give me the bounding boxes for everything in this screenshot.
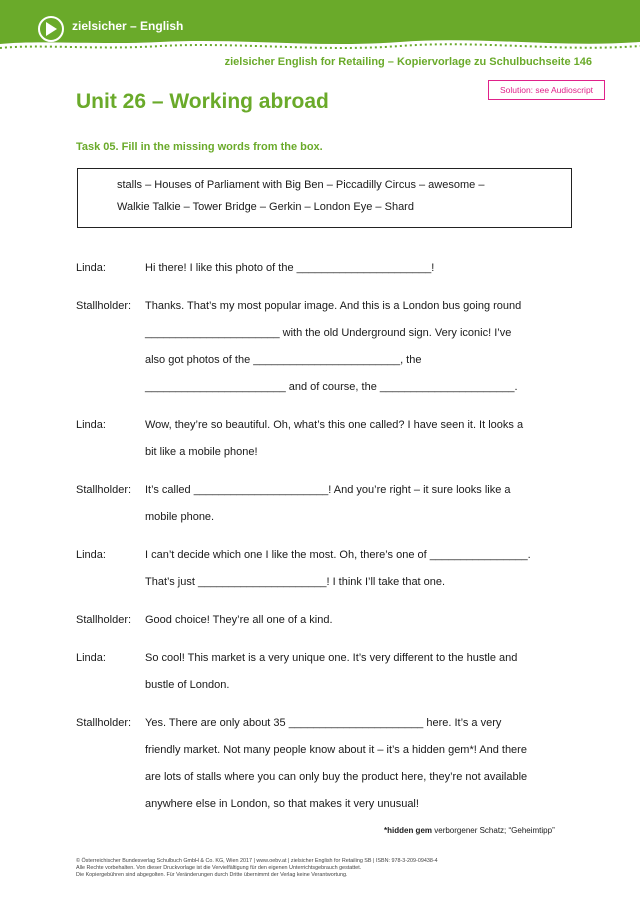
dialogue-line: Thanks. That’s my most popular image. And this is a London bus going round xyxy=(145,300,522,312)
speaker-label: Linda: xyxy=(76,549,106,561)
speaker-label: Stallholder: xyxy=(76,484,132,496)
word-box-line: stalls – Houses of Parliament with Big Ben – Piccadilly Circus – awesome – xyxy=(117,179,485,191)
copyright-line: © Österreichischer Bundesverlag Schulbuch GmbH & Co. KG, Wien 2017 | www.oebv.at | zielsicher English for Retailing SB | ISBN: 978-3-209-09438-4 xyxy=(76,858,438,864)
dialogue-line: Wow, they’re so beautiful. Oh, what’s this one called? I have seen it. It looks a xyxy=(145,419,524,431)
speaker-label: Linda: xyxy=(76,652,106,664)
page-title: Unit 26 – Working abroad xyxy=(76,90,329,113)
copyright-line: Alle Rechte vorbehalten. Von dieser Druckvorlage ist die Vervielfältigung für den eigenen Unterrichtsgebrauch gestattet. xyxy=(76,865,362,871)
brand-name: zielsicher – English xyxy=(72,19,184,33)
dialogue-line: Hi there! I like this photo of the ______________________! xyxy=(145,262,435,274)
dialogue-line: bit like a mobile phone! xyxy=(145,446,258,458)
dialogue-line: are lots of stalls where you can only buy the product here, they’re not available xyxy=(145,771,528,783)
dialogue-line: Good choice! They’re all one of a kind. xyxy=(145,614,333,626)
copyright-line: Die Kopiergebühren sind abgegolten. Für Veränderungen durch Dritte übernimmt der Verlag keine Verantwortung. xyxy=(76,872,348,878)
dialogue-line: anywhere else in London, so that makes it very unusual! xyxy=(145,798,419,810)
dialogue-line: bustle of London. xyxy=(145,679,230,691)
dialogue-line: Yes. There are only about 35 ______________________ here. It’s a very xyxy=(145,717,502,729)
task-instruction: Task 05. Fill in the missing words from the box. xyxy=(76,141,323,153)
speaker-label: Stallholder: xyxy=(76,614,132,626)
speaker-label: Stallholder: xyxy=(76,300,132,312)
dialogue-line: mobile phone. xyxy=(145,511,215,523)
dialogue-line: That’s just _____________________! I think I’ll take that one. xyxy=(145,576,446,588)
solution-box: Solution: see Audioscript xyxy=(488,80,605,100)
dialogue-line: friendly market. Not many people know about it – it’s a hidden gem*! And there xyxy=(145,744,527,756)
dialogue-line: ______________________ with the old Underground sign. Very iconic! I’ve xyxy=(145,327,512,339)
dialogue-line: also got photos of the ________________________, the xyxy=(145,354,422,366)
dialogue-line: It’s called ______________________! And you’re right – it sure looks like a xyxy=(145,484,511,496)
word-box xyxy=(77,168,572,228)
footnote-term: *hidden gem xyxy=(384,826,433,835)
footnote xyxy=(384,826,555,835)
word-box-line: Walkie Talkie – Tower Bridge – Gerkin – London Eye – Shard xyxy=(117,201,414,213)
play-triangle-icon xyxy=(46,22,57,36)
speaker-label: Linda: xyxy=(76,419,106,431)
dialogue-line: So cool! This market is a very unique one. It’s very different to the hustle and xyxy=(145,652,518,664)
dialogue-line: _______________________ and of course, the ______________________. xyxy=(145,381,518,393)
speaker-label: Linda: xyxy=(76,262,106,274)
footnote-definition: verborgener Schatz; “Geheimtipp” xyxy=(432,826,555,835)
dialogue-line: I can’t decide which one I like the most. Oh, there’s one of ________________. xyxy=(145,549,531,561)
subheading: zielsicher English for Retailing – Kopiervorlage zu Schulbuchseite 146 xyxy=(224,56,592,68)
speaker-label: Stallholder: xyxy=(76,717,132,729)
